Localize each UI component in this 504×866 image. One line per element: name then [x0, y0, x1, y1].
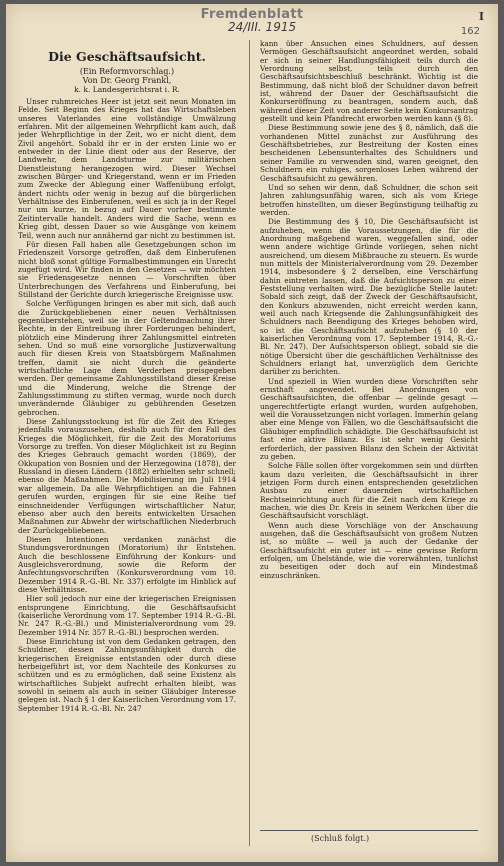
paragraph: kann über Ansuchen eines Schuldners, auf dessen Vermögen Geschäftsaufsicht angeordnet werden, sobald er sich in seiner Handlungsfähigkeit teils durch die Verordnung selbst, teils durch den Geschäftsaufsichtsbeschluß beschränkt. Wichtig ist die Bestimmung, daß nicht bloß der Schuldner davon befreit ist, während der Dauer der Geschäftsaufsicht die Konkurseröffnung zu beantragen, sondern auch, daß während dieser Zeit von anderer Seite kein Konkursantrag gestellt und kein Pfandrecht erworben werden kann (§ 8).	[260, 40, 478, 124]
paragraph: Diesen Intentionen verdanken zunächst die Stundungsverordnungen (Moratorium) ihr Entstehen. Auch die beschlossene Einführung der Konkurs- und Ausgleichsverordnung, sowie die Reform der Anfechtungsvorschriften (Konkursverordnung vom 10. Dezember 1914 R.-G.-Bl. Nr. 337) erfolgte im Hinblick auf diese Verhältnisse.	[18, 534, 236, 594]
right-column	[260, 40, 478, 846]
paragraph: Für diesen Fall haben alle Gesetzgebungen schon im Friedenszeit Vorsorge getroffen, daß dem Einberufenen nicht bloß sonst gültige Formalbestimmungen ein Unrecht zugefügt wird. Wir finden in den Gesetzen — wir möchten sie Friedensgesetze nennen — Vorschriften über Unterbrechungen des Verfahrens und Einberufung, bei Stillstand der Gerichte durch kriegerische Ereignisse usw.	[18, 239, 236, 299]
folio-number: 162	[460, 26, 480, 37]
paragraph: Solche Fälle sollen öfter vorgekommen sein und dürften kaum dazu verleiten, die Geschäftsaufsicht in ihrer jetzigen Form durch einen entsprechenden gesetzlichen Ausbau zu einer dauernden wirtschaftlichen Rechtseinrichtung auch für die Zeit nach dem Kriege zu machen, wie dies Dr. Kreis in seinem Werkchen über die Geschäftsaufsicht vorschlägt.	[260, 461, 478, 521]
paragraph: Wenn auch diese Vorschläge von der Anschauung ausgehen, daß die Geschäftsaufsicht von großem Nutzen ist, so müßte — weil ja auch der Gedanke der Geschäftsaufsicht ein guter ist — eine gewisse Reform erfolgen, um Übelstände, wie die vorerwähnten, tunlichst zu beseitigen oder doch auf ein Mindestmaß einzuschränken.	[260, 520, 478, 580]
section-number: I	[478, 10, 484, 23]
newspaper-clipping	[6, 4, 498, 862]
column-divider	[249, 40, 250, 846]
paragraph: Und speziell in Wien wurden diese Vorschriften sehr ernsthaft angewendet. Bei Anordnungen von Geschäftsaufsichten, die offenbar — gelinde gesagt — ungerechtfertigte erlangt wurden, wurden aufgehoben, weil die Voraussetzungen nicht vorlagen. Immerhin gelang aber eine Menge von Fällen, wo die Geschäftsaufsicht die Gläubiger empfindlich schädigte. Die Geschäftsaufsicht ist fast eine aktive Bilanz. Es ist sehr wenig Gesicht erforderlich, der passiven Bilanz den Schein der Aktivität zu geben.	[260, 376, 478, 461]
handwritten-date: 24/III. 1915	[228, 20, 297, 34]
article-author: Von Dr. Georg Frankl,	[82, 76, 172, 85]
paragraph: Unser ruhmreiches Heer ist jetzt seit neun Monaten im Felde. Seit Beginn des Krieges hat das Wirtschaftsleben unseres Vaterlandes eine vollständige Umwälzung erfahren. Mit der allgemeinen Wehrpflicht kam auch, daß jeder Wehrpflichtige in der Zeit, wo er nicht dient, dem Zivil angehört. Sobald ihr er in der ersten Linie wo er entweder in der Linie dient oder aus der Reserve, der Landwehr, dem Landsturme zur militärischen Dienstleistung herangezogen wird. Dieser Wechsel zwischen Bürger- und Kriegerstand, wenn er im Frieden zum Zwecke der Ablegung einer Waffenübung erfolgt, ändert nichts oder wenig in bezug auf die bürgerlichen Verhältnisse des Einberufenen, weil es sich ja in der Regel nur um kurze, in bezug auf Dauer vorher bestimmte Zeitintervalle handelt. Anders wird die Sache, wenn es Krieg gibt, dessen Dauer so wie Ausgänge von keinem Teil, wenn auch nur annähernd gar nicht zu bestimmen ist.	[18, 97, 236, 240]
paragraph: Hier soll jedoch nur eine der kriegerischen Ereignissen entsprungene Einrichtung, die Geschäftsaufsicht (kaiserliche Verordnung vom 17. September 1914 R.-G.-Bl. Nr. 247 R.-G.-Bl.) und Ministerialverordnung vom 29. Dezember 1914 Nr. 357 R.-G.-Bl.) besprochen werden.	[18, 594, 236, 637]
paragraph: Diese Zahlungsstockung ist für die Zeit des Krieges jedenfalls vorauszusehen, deshalb auch für den Fall des Krieges die Möglichkeit, für die Zeit des Moratoriums Vorsorge zu treffen. Von dieser Möglichkeit ist zu Beginn des Krieges Gebrauch gemacht worden (1869), der Okkupation von Bosnien und der Herzegowina (1878), der Russland in diesen Ländern (1882) erhielten sehr schnell; ebenso die Maßnahmen. Die Mobilisierung im Juli 1914 war allgemein. Da alle Wehrpflichtigen an die Fahnen gerufen wurden, ergingen für sie eine Reihe tief einschneidender Verfügungen wirtschaftlicher Natur, ebenso aber auch den bereits entwickelten Ursachen Maßnahmen zur Abwehr der wirtschaftlichen Niederbruch der Zurückgebliebenen.	[18, 417, 236, 535]
end-rule	[260, 830, 478, 831]
paragraph: Und so sehen wir denn, daß Schuldner, die schon seit Jahren zahlungsunfähig waren, sich als vom Kriege betroffen hinstellten, um dieser Begünstigung teilhaftig zu werden.	[260, 182, 478, 217]
article-subtitle: (Ein Reformvorschlag.)	[79, 67, 175, 76]
paragraph: Diese Einrichtung ist von dem Gedanken getragen, den Schuldner, dessen Zahlungsunfähigkeit durch die kriegerischen Ereignisse entstanden oder durch diese herbeigeführt ist, vor dem Nachteile des Konkurses zu schützen und es zu ermöglichen, daß seine Existenz als wirtschaftliches Subjekt aufrecht erhalten bleibt, was sowohl in seinem als auch in seiner Gläubiger Interesse gelegen ist. Nach § 1 der Kaiserlichen Verordnung vom 17. September 1914 R.-G.-Bl. Nr. 247	[18, 637, 236, 713]
paragraph: Die Bestimmung des § 10, Die Geschäftsaufsicht ist aufzuheben, wenn die Voraussetzungen, die für die Anordnung maßgebend waren, weggefallen sind, oder wenn andere wichtige Gründe vorliegen, sehen nicht ausreichend, um diesem Mißbrauche zu steuern. Es wurde nun mittels der Ministerialverordnung vom 29. Dezember 1914, insbesondere § 2 derselben, eine Verschärfung dahin eintreten lassen, daß die Aufsichtsperson zu einer Feststellung verhalten wird. Die bezügliche Stelle lautet: Sobald sich zeigt, daß der Zweck der Geschäftsaufsicht, den Konkurs abzuwenden, nicht erreicht werden kann, weil auch nach Kriegsende die Zahlungsunfähigkeit des Schuldners nach Beendigung des Krieges behoben wird, so ist die Geschäftsaufsicht aufzuheben (§ 10 der kaiserlichen Verordnung vom 17. September 1914, R.-G.-Bl. Nr. 247). Der Aufsichtsperson obliegt, sobald sie die nötige Übersicht über die geschäftlichen Verhältnisse des Schuldners erlangt hat, unverzüglich dem Gerichte darüber zu berichten.	[260, 217, 478, 377]
article-title: Die Geschäftsaufsicht.	[48, 49, 206, 64]
paragraph: Diese Bestimmung sowie jene des § 8, nämlich, daß die vorhandenen Mittel zunächst zur Ausführung des Geschäftsbetriebes, zur Bestreitung der Kosten eines bescheidenen Lebensunterhaltes des Schuldners und seiner Familie zu verwenden sind, waren geeignet, den Schuldnern ein ruhiges, sorgenloses Leben während der Geschäftsaufsicht zu gewähren.	[260, 123, 478, 183]
paragraph: Solche Verfügungen bringen es aber mit sich, daß auch die Zurückgebliebenen einer neuen Verhältnissen gegenüberstehen, weil sie in der Geltendmachung ihrer Rechte, in der Eintreibung ihrer Forderungen behindert, plötzlich eine Minderung ihrer Zahlungsmittel eintreten sehen. Und so muß eine vorsorgliche Justizverwaltung auch für diesen Kreis von Staatsbürgern Maßnahmen treffen, damit sie nicht durch die geänderte wirtschaftliche Lage dem Verderben preisgegeben werden. Der gemeinsame Zahlungsstillstand dieser Kreise und die Minderung, welche die Strenge der Zahlungsstimmung zu stiften vermag, wurde noch durch unverändernde Gläubiger zu gebührenden Gesetzen gebrochen.	[18, 299, 236, 417]
newspaper-name-stamp: Fremdenblatt	[200, 7, 304, 22]
author-role: k. k. Landesgerichtsrat i. R.	[74, 85, 180, 94]
continuation-note: (Schluß folgt.)	[311, 834, 370, 843]
left-column	[18, 40, 236, 846]
